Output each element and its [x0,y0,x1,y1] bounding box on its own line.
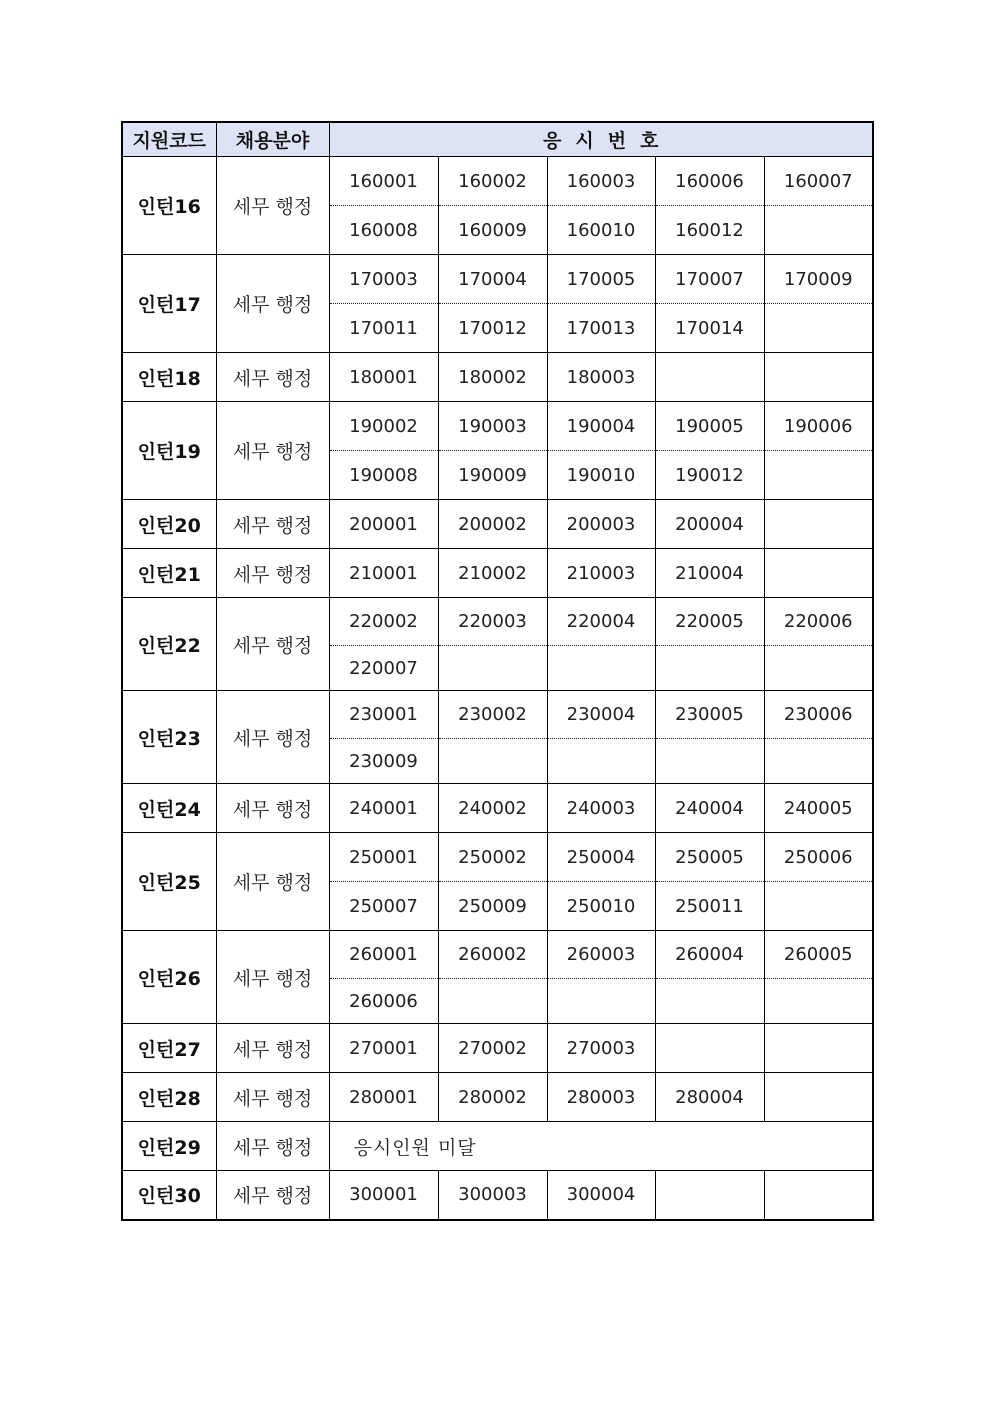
applicant-number-cell: 220006 [764,598,873,646]
applicant-number-cell: 190012 [655,451,764,500]
table-row [122,549,873,598]
group-field: 세무 행정 [216,549,329,598]
applicant-number-cell: 190003 [438,402,547,451]
applicant-number-cell: 250010 [547,882,655,931]
applicant-number-cell: 230009 [329,739,438,784]
applicant-number-cell: 170005 [547,255,655,304]
applicant-number-cell: 220004 [547,598,655,646]
applicant-number-cell: 230004 [547,691,655,739]
applicant-number-cell: 230001 [329,691,438,739]
applicant-number-cell: 210003 [547,549,655,598]
applicant-number-cell: 240003 [547,784,655,833]
applicant-number-cell [764,882,873,931]
applicant-number-cell [655,739,764,784]
applicant-number-cell: 270001 [329,1024,438,1073]
applicant-number-cell: 270002 [438,1024,547,1073]
table-row [122,1024,873,1073]
applicant-number-cell: 190002 [329,402,438,451]
applicant-number-cell: 280001 [329,1073,438,1122]
applicant-number-cell [764,549,873,598]
applicant-number-cell: 180002 [438,353,547,402]
table-row [122,157,873,206]
applicant-number-cell: 240004 [655,784,764,833]
group-code: 인턴24 [122,784,216,833]
applicant-number-cell: 190008 [329,451,438,500]
applicant-number-cell: 200004 [655,500,764,549]
applicant-number-cell [764,353,873,402]
header-code: 지원코드 [122,122,216,157]
applicant-number-cell [764,304,873,353]
applicant-number-cell [764,451,873,500]
group-field: 세무 행정 [216,1122,329,1171]
applicant-number-cell: 170012 [438,304,547,353]
applicant-number-cell: 250009 [438,882,547,931]
applicant-number-cell [764,206,873,255]
applicant-number-cell: 170004 [438,255,547,304]
applicant-number-cell: 240005 [764,784,873,833]
group-field: 세무 행정 [216,157,329,255]
applicant-number-cell: 280002 [438,1073,547,1122]
applicant-number-cell: 210001 [329,549,438,598]
table-row [122,691,873,739]
applicant-number-cell [655,1171,764,1220]
applicant-number-cell: 200003 [547,500,655,549]
applicant-number-cell: 180001 [329,353,438,402]
applicant-number-cell: 160010 [547,206,655,255]
table-row [122,931,873,979]
applicant-number-cell: 220002 [329,598,438,646]
applicant-number-cell [547,646,655,691]
applicant-number-cell [655,646,764,691]
applicant-number-cell [438,979,547,1024]
applicant-number-cell: 270003 [547,1024,655,1073]
applicant-number-cell: 240002 [438,784,547,833]
group-field: 세무 행정 [216,1171,329,1220]
applicant-number-cell: 210002 [438,549,547,598]
applicant-number-cell: 190005 [655,402,764,451]
applicant-number-cell: 160008 [329,206,438,255]
applicant-number-cell [438,739,547,784]
applicant-number-cell: 300004 [547,1171,655,1220]
applicant-number-cell: 250007 [329,882,438,931]
group-field: 세무 행정 [216,784,329,833]
applicant-number-cell [655,979,764,1024]
applicant-number-cell: 250001 [329,833,438,882]
applicant-number-cell: 180003 [547,353,655,402]
applicant-number-cell: 260006 [329,979,438,1024]
applicant-number-cell: 170013 [547,304,655,353]
applicant-number-cell: 220005 [655,598,764,646]
table-row [122,1122,873,1171]
group-field: 세무 행정 [216,931,329,1024]
group-code: 인턴27 [122,1024,216,1073]
group-code: 인턴16 [122,157,216,255]
group-field: 세무 행정 [216,353,329,402]
applicant-number-cell: 190010 [547,451,655,500]
applicant-number-cell: 160002 [438,157,547,206]
group-code: 인턴25 [122,833,216,931]
applicant-number-cell: 230002 [438,691,547,739]
applicant-number-cell: 250004 [547,833,655,882]
applicant-number-cell [438,646,547,691]
applicant-number-cell: 260005 [764,931,873,979]
applicant-number-cell: 160012 [655,206,764,255]
table-row [122,500,873,549]
table-row [122,1073,873,1122]
applicant-number-cell [655,353,764,402]
group-code: 인턴23 [122,691,216,784]
table-row [122,784,873,833]
group-code: 인턴30 [122,1171,216,1220]
applicant-number-cell: 260003 [547,931,655,979]
applicant-number-cell: 200001 [329,500,438,549]
applicant-number-cell: 300003 [438,1171,547,1220]
applicant-number-cell [655,1024,764,1073]
group-code: 인턴20 [122,500,216,549]
applicant-number-cell: 250006 [764,833,873,882]
group-field: 세무 행정 [216,691,329,784]
table-row [122,833,873,882]
header-field: 채용분야 [216,122,329,157]
applicant-number-cell: 160006 [655,157,764,206]
group-note: 응시인원 미달 [329,1122,873,1171]
applicant-number-table [121,121,874,1221]
table-row [122,1171,873,1220]
applicant-number-cell [764,979,873,1024]
group-field: 세무 행정 [216,500,329,549]
applicant-number-cell: 170009 [764,255,873,304]
applicant-number-cell [764,646,873,691]
group-code: 인턴28 [122,1073,216,1122]
group-code: 인턴18 [122,353,216,402]
applicant-number-cell: 170014 [655,304,764,353]
applicant-number-cell: 230005 [655,691,764,739]
applicant-number-cell: 260004 [655,931,764,979]
group-code: 인턴19 [122,402,216,500]
table-row [122,402,873,451]
group-field: 세무 행정 [216,1073,329,1122]
applicant-number-cell [764,1171,873,1220]
group-field: 세무 행정 [216,402,329,500]
applicant-number-cell [547,979,655,1024]
applicant-number-cell: 170007 [655,255,764,304]
applicant-number-cell: 220007 [329,646,438,691]
applicant-number-cell: 280003 [547,1073,655,1122]
applicant-number-cell: 160007 [764,157,873,206]
applicant-number-cell [764,500,873,549]
group-field: 세무 행정 [216,598,329,691]
applicant-number-cell: 190009 [438,451,547,500]
applicant-number-cell [764,1073,873,1122]
applicant-number-cell: 250011 [655,882,764,931]
applicant-number-cell: 210004 [655,549,764,598]
applicant-number-cell: 250002 [438,833,547,882]
group-field: 세무 행정 [216,255,329,353]
table-body [122,157,873,1220]
group-field: 세무 행정 [216,833,329,931]
applicant-number-cell: 240001 [329,784,438,833]
group-code: 인턴22 [122,598,216,691]
applicant-number-cell: 260001 [329,931,438,979]
applicant-number-cell: 190004 [547,402,655,451]
group-code: 인턴21 [122,549,216,598]
applicant-number-cell: 280004 [655,1073,764,1122]
applicant-number-cell: 190006 [764,402,873,451]
group-field: 세무 행정 [216,1024,329,1073]
table-row [122,353,873,402]
applicant-number-cell: 220003 [438,598,547,646]
header-row [122,122,873,157]
applicant-number-cell: 160009 [438,206,547,255]
table-row [122,598,873,646]
applicant-number-cell: 170003 [329,255,438,304]
applicant-number-cell: 200002 [438,500,547,549]
applicant-number-cell: 160003 [547,157,655,206]
applicant-number-cell: 230006 [764,691,873,739]
applicant-number-cell: 160001 [329,157,438,206]
applicant-number-cell: 250005 [655,833,764,882]
group-code: 인턴26 [122,931,216,1024]
table-row [122,255,873,304]
applicant-number-cell [764,739,873,784]
applicant-number-cell [764,1024,873,1073]
header-numbers: 응시번호 [329,122,873,157]
applicant-number-cell: 300001 [329,1171,438,1220]
group-code: 인턴17 [122,255,216,353]
group-code: 인턴29 [122,1122,216,1171]
applicant-number-cell: 260002 [438,931,547,979]
applicant-number-cell [547,739,655,784]
applicant-number-cell: 170011 [329,304,438,353]
